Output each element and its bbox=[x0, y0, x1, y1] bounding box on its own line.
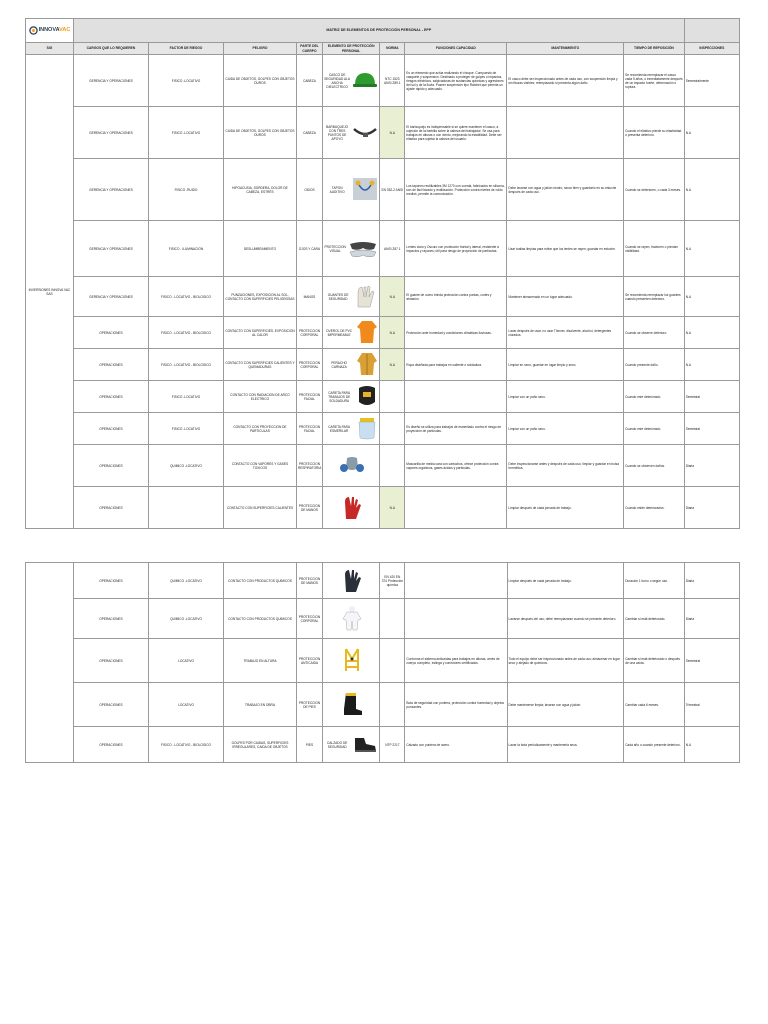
blackgloves-icon bbox=[341, 567, 363, 594]
plugs-icon bbox=[352, 177, 378, 202]
cell-factor: LOCATIVO bbox=[148, 683, 223, 727]
cell-funciones bbox=[405, 599, 507, 639]
company-logo bbox=[26, 19, 74, 43]
epp-element-name: TAPON AUDITIVO bbox=[329, 185, 345, 194]
cell-mantenimiento: Debe mantenerse limpia; lavarse con agua y jabón. bbox=[507, 683, 624, 727]
cell-factor: FISICO -LOCATIVO bbox=[148, 107, 223, 159]
cell-funciones: Mascarilla de media cara con cartuchos, ofrece protección contra vapores orgánicos, gases ácidos y partículas. bbox=[405, 445, 507, 487]
cell-tiempo: Cuando se observe deterioro. bbox=[624, 317, 685, 349]
cell-tiempo: Cuando se observen daños. bbox=[624, 445, 685, 487]
column-header: CARGOS QUE LO REQUIEREN bbox=[73, 43, 148, 55]
column-header: NORMA bbox=[380, 43, 405, 55]
cell-inspeccion: N.A bbox=[684, 317, 739, 349]
cell-peligro: PUNZACIONES, EXPOSICION AL SOL, CONTACTO CON SUPERFICIES PELIGROSAS bbox=[224, 277, 297, 317]
epp-element-cell bbox=[322, 55, 379, 107]
cell-tiempo: Cuando presente daño. bbox=[624, 349, 685, 381]
cell-norma: N.A bbox=[380, 107, 405, 159]
column-header: FACTOR DE RIESGO bbox=[148, 43, 223, 55]
gloves-icon bbox=[354, 283, 378, 310]
table-row bbox=[26, 55, 740, 107]
cell-factor: QUIMICO -LOCATIVO bbox=[148, 445, 223, 487]
epp-matrix-page-1 bbox=[25, 18, 740, 529]
cell-mantenimiento: Limpiar después de cada jornada de trabajo. bbox=[507, 563, 624, 599]
cell-inspeccion: N.A bbox=[684, 107, 739, 159]
cell-mantenimiento: Usar toallas limpias para evitar que los lentes se rayen; guardar en estuche. bbox=[507, 221, 624, 277]
cell-mantenimiento: Lavar la bota periódicamente y mantenerla seca. bbox=[507, 727, 624, 763]
cell-norma: ANSI Z87.1 bbox=[380, 221, 405, 277]
cell-funciones: Ropa diseñada para trabajos en caliente o soldadura. bbox=[405, 349, 507, 381]
cell-parte: PROTECCION DE MANOS bbox=[296, 563, 322, 599]
cell-factor: FISICO -RUIDO bbox=[148, 159, 223, 221]
epp-element-name: CALZADO DE SEGURIDAD bbox=[327, 740, 348, 749]
cell-inspeccion: Semestral bbox=[684, 413, 739, 445]
cell-inspeccion: Semestralmente bbox=[684, 55, 739, 107]
tyvek-icon bbox=[341, 605, 363, 632]
cell-cargo: OPERACIONES bbox=[73, 727, 148, 763]
cell-funciones: Es un elemento que actúa realizando el choque. Compuesto de casquete y suspensión. Destinado a proteger de golpes o impactos, riesgos eléctricos, salpicaduras de sustancias químicas y agresiones del sol y de la lluvia. Poseer suspensión tipo Ratchet que permita un ajuste rápido y adecuado. bbox=[405, 55, 507, 107]
cell-norma bbox=[380, 413, 405, 445]
cell-tiempo: Cuando estén deteriorados. bbox=[624, 487, 685, 529]
table-row bbox=[26, 413, 740, 445]
cell-tiempo: Cambiar si está deteriorado o después de una caída. bbox=[624, 639, 684, 683]
cell-mantenimiento: Debe lavarse con agua y jabón neutro, secar bien y guardarlo en su estuche después de cada uso. bbox=[507, 159, 624, 221]
column-header: ELEMENTO DE PROTECCIÓN PERSONAL bbox=[322, 43, 379, 55]
cell-peligro: CAIDA DE OBJETOS, GOLPES CON OBJETOS DUROS bbox=[224, 55, 297, 107]
cell-inspeccion: Diaria bbox=[684, 487, 739, 529]
cell-mantenimiento: Limpiar en seco; guardar en lugar limpio y seco. bbox=[507, 349, 624, 381]
cell-norma bbox=[380, 683, 405, 727]
cell-cargo: OPERACIONES bbox=[73, 413, 148, 445]
cell-tiempo: Cambiar cada 6 meses. bbox=[624, 683, 684, 727]
epp-element-cell bbox=[322, 445, 379, 487]
table-row bbox=[26, 683, 740, 727]
cell-tiempo: Cuando se rayen, fracturen o pierdan visibilidad. bbox=[624, 221, 685, 277]
cell-parte: PROTECCION CORPORAL bbox=[296, 317, 322, 349]
table-row bbox=[26, 487, 740, 529]
epp-element-cell bbox=[322, 221, 379, 277]
logo-text-a: INNOVA bbox=[38, 27, 60, 34]
cell-tiempo: Cuando el elástico pierde su elasticidad o presenta deterioro. bbox=[624, 107, 685, 159]
cell-mantenimiento: Lavarse después del uso; debe reemplazarse cuando se presente deterioro. bbox=[507, 599, 624, 639]
cell-cargo: GERENCIA Y OPERACIONES bbox=[73, 55, 148, 107]
cell-peligro: CAIDA DE OBJETOS, GOLPES CON OBJETOS DUROS bbox=[224, 107, 297, 159]
cell-cargo: OPERACIONES bbox=[73, 639, 148, 683]
epp-element-name: CARETA PARA TRABAJOS DE SOLDADURA bbox=[328, 390, 351, 403]
cell-peligro: DESLUMBRAMIENTO bbox=[224, 221, 297, 277]
cell-funciones: Bota de seguridad con puntera, protección contra humedad y objetos punzantes. bbox=[405, 683, 507, 727]
cell-parte: PIES bbox=[296, 727, 322, 763]
sig-cell: INVERSIONES INNOVA VAC SAS bbox=[26, 55, 74, 529]
cell-factor: QUIMICO -LOCATIVO bbox=[148, 563, 223, 599]
cell-funciones: Es diseño se utiliza para trabajos de esmerilado contra el riesgo de proyección de partículas. bbox=[405, 413, 507, 445]
cell-funciones: El guante de cuero brinda protección contra puntas, cortes y abrasión. bbox=[405, 277, 507, 317]
cell-funciones: Los tapones reutilizables 3M 1270 con cuerda, fabricados en silicona, son de fácil lavado y reutilización. Protección contra niveles de ruido medios, permite la comunicación. bbox=[405, 159, 507, 221]
cell-tiempo: Cuando esté deteriorado. bbox=[624, 381, 685, 413]
cell-norma: NTP 2217 bbox=[380, 727, 405, 763]
cell-tiempo: Cuando se deterioren, o cada 3 meses. bbox=[624, 159, 685, 221]
cell-parte: CABEZA bbox=[296, 107, 322, 159]
epp-element-name: GUANTES DE SEGURIDAD bbox=[327, 292, 349, 301]
cell-funciones bbox=[405, 487, 507, 529]
sig-cell bbox=[26, 563, 74, 763]
column-header: PELIGRO bbox=[224, 43, 297, 55]
cell-parte: PROTECCION ANTICAIDA bbox=[296, 639, 322, 683]
table-row bbox=[26, 349, 740, 381]
cell-peligro: CONTACTO CON PRODUCTOS QUIMICOS bbox=[224, 563, 297, 599]
epp-element-name: PERACHO CARNAZA bbox=[331, 360, 348, 369]
cell-cargo: OPERACIONES bbox=[73, 381, 148, 413]
cell-tiempo: Se recomienda reemplazar los guantes cuando presenten deterioro. bbox=[624, 277, 685, 317]
table-row bbox=[26, 221, 740, 277]
cell-peligro: TRABAJO EN OBRA bbox=[224, 683, 297, 727]
epp-element-cell bbox=[322, 277, 379, 317]
table-row bbox=[26, 563, 740, 599]
glasses-icon bbox=[348, 238, 378, 259]
epp-element-cell bbox=[322, 159, 379, 221]
cell-inspeccion: N.A bbox=[684, 727, 739, 763]
cell-parte: CABEZA bbox=[296, 55, 322, 107]
epp-element-cell bbox=[322, 107, 379, 159]
cell-factor: FISICO - LOCATIVO - BIOLOGICO bbox=[148, 317, 223, 349]
cell-funciones: Lentes claro y Oscuro con protección frontal y lateral, resistente a impactos y rayones; útil para riesgo de proyección de partículas. bbox=[405, 221, 507, 277]
cell-peligro: CONTACTO CON RADIACION DE ARCO ELECTRICO bbox=[224, 381, 297, 413]
table-row bbox=[26, 727, 740, 763]
overall-icon bbox=[356, 319, 378, 346]
cell-peligro: CONTACTO CON VAPORES Y GASES TOXICOS bbox=[224, 445, 297, 487]
cell-cargo: GERENCIA Y OPERACIONES bbox=[73, 277, 148, 317]
rubberboot-icon bbox=[341, 691, 363, 718]
epp-element-cell bbox=[322, 317, 379, 349]
cell-factor: FISICO - LOCATIVO - BIOLOGICO bbox=[148, 349, 223, 381]
cell-funciones: Protección ante humedad y condiciones climáticas lluviosas. bbox=[405, 317, 507, 349]
cell-mantenimiento: El casco debe ser inspeccionado antes de cada uso, con suspensión limpia y sin fisuras visibles; reemplazarlo si presenta algún daño. bbox=[507, 55, 624, 107]
cell-cargo: GERENCIA Y OPERACIONES bbox=[73, 221, 148, 277]
cell-mantenimiento: Limpiar con un paño seco. bbox=[507, 381, 624, 413]
epp-element-cell bbox=[323, 563, 380, 599]
cell-parte: OIDOS bbox=[296, 159, 322, 221]
epp-element-cell bbox=[323, 727, 380, 763]
faceshield-icon bbox=[356, 416, 378, 441]
epp-element-cell bbox=[322, 349, 379, 381]
column-header: FUNCIONES CAPACIDAD bbox=[405, 43, 507, 55]
cell-parte: MANOS bbox=[296, 277, 322, 317]
cell-norma bbox=[380, 639, 405, 683]
cell-funciones: Calzado con puntera de acero. bbox=[405, 727, 507, 763]
cell-tiempo: Duración 1 turno o según uso. bbox=[624, 563, 684, 599]
table-row bbox=[26, 599, 740, 639]
epp-element-cell bbox=[322, 487, 379, 529]
table-row bbox=[26, 277, 740, 317]
cell-peligro: CONTACTO CON SUPERFICIES CALIENTES bbox=[224, 487, 297, 529]
cell-cargo: OPERACIONES bbox=[73, 563, 148, 599]
cell-peligro: CONTACTO CON PRODUCTOS QUIMICOS bbox=[224, 599, 297, 639]
table-row bbox=[26, 107, 740, 159]
cell-inspeccion: Diaria bbox=[684, 445, 739, 487]
table-row bbox=[26, 317, 740, 349]
cell-peligro: CONTACTO CON SUPERFICIES, EXPOSICION AL CALOR bbox=[224, 317, 297, 349]
cell-inspeccion: N.A bbox=[684, 221, 739, 277]
cell-parte: PROTECCION FACIAL bbox=[296, 381, 322, 413]
cell-cargo: GERENCIA Y OPERACIONES bbox=[73, 107, 148, 159]
epp-element-cell bbox=[323, 599, 380, 639]
cell-tiempo: Cambiar si está deteriorado. bbox=[624, 599, 684, 639]
cell-inspeccion: Semestral bbox=[684, 381, 739, 413]
epp-element-cell bbox=[322, 381, 379, 413]
cell-norma: N.A bbox=[380, 487, 405, 529]
epp-element-name: PROTECCION VISUAL bbox=[324, 244, 346, 253]
column-header: SIG bbox=[26, 43, 74, 55]
epp-element-name: CARETA PARA ESMERILAR bbox=[328, 424, 351, 433]
cell-mantenimiento bbox=[507, 107, 624, 159]
helmet-icon bbox=[352, 70, 378, 91]
cell-inspeccion: Semestral bbox=[684, 639, 739, 683]
cell-norma bbox=[380, 381, 405, 413]
table-row bbox=[26, 639, 740, 683]
cell-norma: EN 352-2 ANSI bbox=[380, 159, 405, 221]
weldmask-icon bbox=[356, 384, 378, 409]
cell-factor: FISICO -LOCATIVO bbox=[148, 381, 223, 413]
cell-norma bbox=[380, 599, 405, 639]
cell-norma: EN 420 EN 374 Protección química bbox=[380, 563, 405, 599]
cell-funciones bbox=[405, 381, 507, 413]
respirator-icon bbox=[339, 454, 365, 477]
cell-norma bbox=[380, 445, 405, 487]
cell-parte: PROTECCION RESPIRATORIA bbox=[296, 445, 322, 487]
cell-tiempo: Cuando esté deteriorado. bbox=[624, 413, 685, 445]
cell-norma: N.A bbox=[380, 277, 405, 317]
table-row bbox=[26, 445, 740, 487]
cell-factor: FISICO - ILUMINACION bbox=[148, 221, 223, 277]
cell-factor: FISICO - LOCATIVO - BIOLOGICO bbox=[148, 727, 223, 763]
logo-gear-icon bbox=[29, 26, 38, 35]
cell-inspeccion: Diaria bbox=[684, 563, 739, 599]
cell-cargo: OPERACIONES bbox=[73, 599, 148, 639]
cell-factor: FISICO -LOCATIVO bbox=[148, 413, 223, 445]
epp-element-name: BARBUQUEJO CON TRES PUNTOS DE APOYO bbox=[326, 124, 349, 141]
cell-factor: QUIMICO -LOCATIVO bbox=[148, 599, 223, 639]
cell-inspeccion: N.A bbox=[684, 349, 739, 381]
column-header: PARTE DEL CUERPO bbox=[296, 43, 322, 55]
cell-peligro: GOLPES POR CAIDAS, SUPERFICIES IRREGULARES, CAIDA DE OBJETOS bbox=[224, 727, 297, 763]
cell-inspeccion: Trimestral bbox=[684, 683, 739, 727]
table-row bbox=[26, 159, 740, 221]
cell-peligro: CONTACTO CON SUPERFICIES CALIENTES Y QUEMADURAS bbox=[224, 349, 297, 381]
column-header: INSPECCIONES bbox=[684, 43, 739, 55]
cell-parte: PROTECCION FACIAL bbox=[296, 413, 322, 445]
epp-element-cell bbox=[323, 683, 380, 727]
cell-peligro: CONTACTO CON PROYECCION DE PARTICULAS bbox=[224, 413, 297, 445]
logo-text-b: VAC bbox=[59, 27, 71, 34]
cell-inspeccion: N.A bbox=[684, 277, 739, 317]
cell-inspeccion: N.A bbox=[684, 159, 739, 221]
cell-cargo: GERENCIA Y OPERACIONES bbox=[73, 159, 148, 221]
cell-inspeccion: Diaria bbox=[684, 599, 739, 639]
cell-factor bbox=[148, 487, 223, 529]
cell-parte: OJOS Y CARA bbox=[296, 221, 322, 277]
strap-icon bbox=[352, 123, 378, 142]
cell-factor: LOCATIVO bbox=[148, 639, 223, 683]
column-header: MANTENIMIENTO bbox=[507, 43, 624, 55]
cell-mantenimiento: Mantener almacenado en un lugar adecuado. bbox=[507, 277, 624, 317]
cell-mantenimiento: Lavar después de usar, no usar Thinner, disolvente, alcohol, detergentes clorados. bbox=[507, 317, 624, 349]
cell-factor: FISICO - LOCATIVO - BIOLOGICO bbox=[148, 277, 223, 317]
cell-norma: NTC 1523 ANSI Z89.1 bbox=[380, 55, 405, 107]
harness-icon bbox=[340, 647, 364, 674]
epp-matrix-page-2 bbox=[25, 562, 740, 763]
cell-norma: N.A bbox=[380, 317, 405, 349]
cell-peligro: HIPOACUSIA, SORDERA, DOLOR DE CABEZA, ESTRÉS bbox=[224, 159, 297, 221]
column-header: TIEMPO DE REPOSICIÓN bbox=[624, 43, 685, 55]
cell-funciones bbox=[405, 563, 507, 599]
matrix-title: MATRIZ DE ELEMENTOS DE PROTECCIÓN PERSONAL - EPP bbox=[73, 19, 684, 43]
cell-parte: PROTECCION DE PIES bbox=[296, 683, 322, 727]
cell-cargo: OPERACIONES bbox=[73, 683, 148, 727]
shoe-icon bbox=[352, 734, 378, 755]
cell-norma: N.A bbox=[380, 349, 405, 381]
epp-element-cell bbox=[323, 639, 380, 683]
cell-funciones: El barbuquejo es indispensable si se quiere mantener el casco, a sujeción de la barbilla sobre la cabeza del trabajador. Se usa para trabajos en alturas o con viento, mejorando la estabilidad. Debe ser elástico para sujetar la cabeza del usuario. bbox=[405, 107, 507, 159]
cell-mantenimiento: Limpiar con un paño seco. bbox=[507, 413, 624, 445]
cell-cargo: OPERACIONES bbox=[73, 487, 148, 529]
cell-cargo: OPERACIONES bbox=[73, 317, 148, 349]
cell-cargo: OPERACIONES bbox=[73, 445, 148, 487]
cell-tiempo: Se recomienda reemplazar el casco cada 5 años, o inmediatamente después de un impacto fuerte, deformación o ruptura. bbox=[624, 55, 685, 107]
cell-mantenimiento: Limpiar después de cada jornada de trabajo. bbox=[507, 487, 624, 529]
cell-factor: FISICO -LOCATIVO bbox=[148, 55, 223, 107]
cell-parte: PROTECCION DE MANOS bbox=[296, 487, 322, 529]
cell-cargo: OPERACIONES bbox=[73, 349, 148, 381]
cell-peligro: TRABAJO EN ALTURA bbox=[224, 639, 297, 683]
epp-element-cell bbox=[322, 413, 379, 445]
cell-parte: PROTECCION CORPORAL bbox=[296, 599, 322, 639]
cell-mantenimiento: Debe inspeccionarse antes y después de cada uso; limpiar y guardar en bolsa hermética. bbox=[507, 445, 624, 487]
epp-element-name: OVEROL DE PVC IMPERMEABLE bbox=[326, 328, 353, 337]
redgloves-icon bbox=[341, 494, 363, 521]
cell-mantenimiento: Todo el equipo debe ser inspeccionado antes de cada uso; almacenar en lugar seco y alejado de químicos. bbox=[507, 639, 624, 683]
jacket-icon bbox=[356, 351, 378, 378]
cell-parte: PROTECCION CORPORAL bbox=[296, 349, 322, 381]
cell-tiempo: Cada año o cuando presente deterioro. bbox=[624, 727, 684, 763]
table-row bbox=[26, 381, 740, 413]
cell-funciones: Conforma el sistema anticaídas para trabajos en alturas, arnés de cuerpo completo, eslinga y conectores certificados. bbox=[405, 639, 507, 683]
epp-element-name: CASCO DE SEGURIDAD ALA ANCHA DIELECTRICO bbox=[324, 72, 350, 89]
